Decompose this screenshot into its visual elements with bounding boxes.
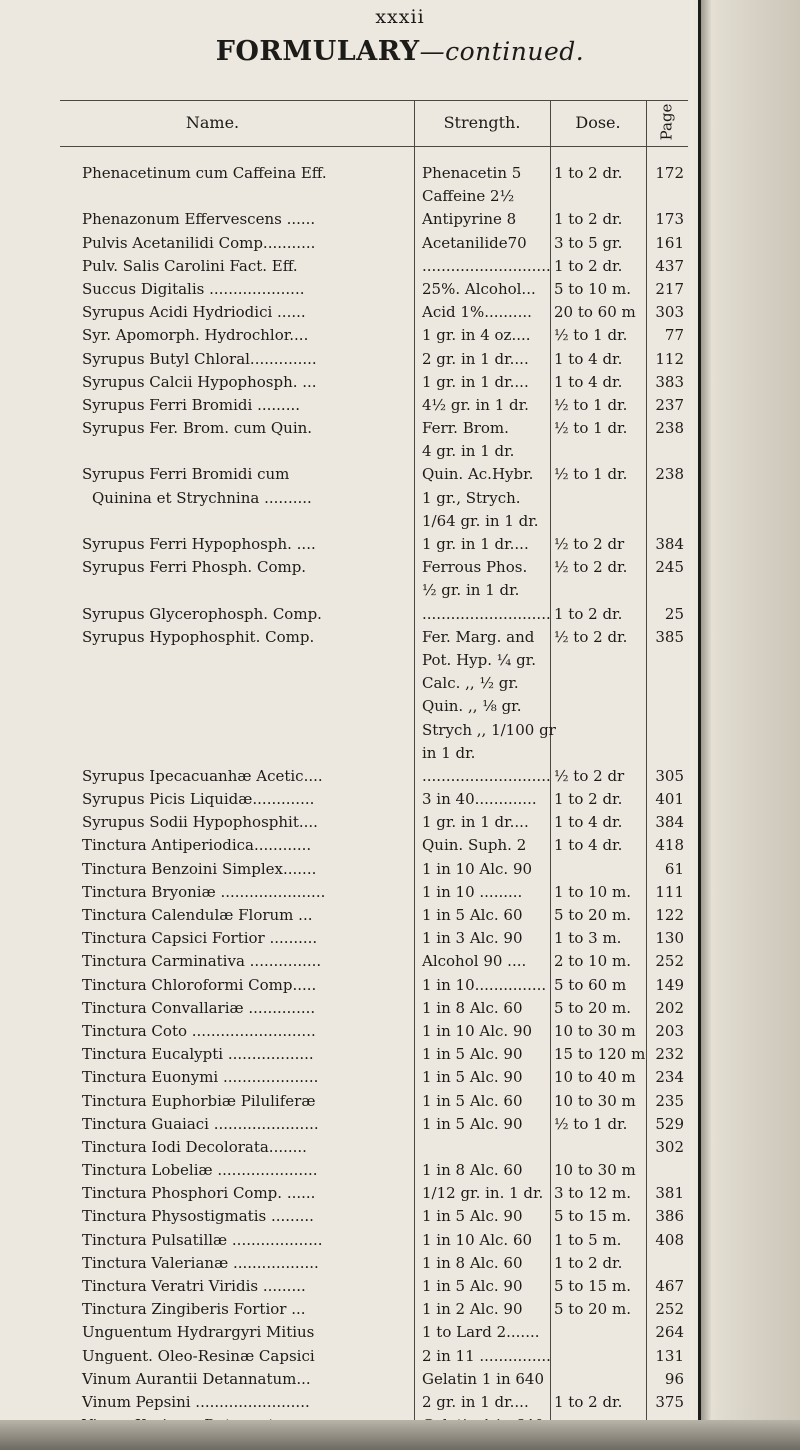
cell-page: 217	[655, 279, 684, 298]
cell-strength: 4 gr. in 1 dr.	[422, 442, 515, 461]
cell-dose: ½ to 2 dr.	[554, 558, 628, 577]
cell-strength: Fer. Marg. and	[422, 627, 535, 646]
cell-strength: in 1 dr.	[422, 743, 476, 762]
table-row	[0, 719, 800, 742]
cell-strength: 1 in 10...............	[422, 975, 547, 994]
cell-dose: 1 to 2 dr.	[554, 1392, 623, 1411]
cell-page: 386	[655, 1207, 684, 1226]
cell-dose: 1 to 4 dr.	[554, 349, 623, 368]
cell-page: 235	[655, 1091, 684, 1110]
table-row	[0, 1368, 800, 1391]
cell-page: 202	[655, 998, 684, 1017]
cell-name: Pulvis Acetanilidi Comp...........	[82, 233, 316, 252]
page-gutter-shadow	[701, 0, 711, 1420]
cell-strength: 1 in 5 Alc. 60	[422, 906, 523, 924]
cell-dose: 5 to 20 m.	[554, 998, 631, 1017]
table-row	[0, 556, 800, 579]
cell-page: 264	[655, 1323, 684, 1342]
cell-name: Tinctura Chloroformi Comp.....	[82, 975, 317, 994]
table-row	[0, 371, 800, 394]
cell-name: Syr. Apomorph. Hydrochlor....	[82, 326, 309, 345]
cell-page: 161	[655, 233, 684, 252]
cell-page: 381	[655, 1184, 684, 1203]
cell-strength: Quin. Ac.Hybr.	[422, 465, 534, 484]
cell-strength: 1 gr. in 1 dr....	[422, 372, 529, 391]
cell-name: Syrupus Ipecacuanhæ Acetic....	[82, 766, 323, 785]
cell-dose: 1 to 4 dr.	[554, 813, 623, 832]
table-row	[0, 1020, 800, 1043]
table-row	[0, 487, 800, 510]
cell-dose: ½ to 2 dr	[554, 535, 625, 553]
table-row	[0, 417, 800, 440]
table-row	[0, 348, 800, 371]
cell-page: 383	[655, 372, 684, 391]
cell-dose: ½ to 2 dr	[554, 766, 625, 785]
table-row	[0, 579, 800, 602]
table-row	[0, 603, 800, 626]
cell-page: 232	[655, 1045, 684, 1064]
cell-page: 385	[655, 627, 684, 646]
cell-strength: ...........................	[422, 604, 551, 623]
table-row	[0, 695, 800, 718]
cell-strength: 1/12 gr. in. 1 dr.	[422, 1184, 544, 1203]
table-row	[0, 927, 800, 950]
cell-dose: 10 to 40 m	[554, 1068, 636, 1087]
table-row	[0, 232, 800, 255]
cell-strength: 1 in 5 Alc. 90	[422, 1068, 523, 1087]
cell-dose: 5 to 15 m.	[554, 1277, 631, 1295]
cell-name: Tinctura Eucalypti ..................	[82, 1045, 314, 1064]
table-row	[0, 1090, 800, 1113]
table-row	[0, 1113, 800, 1136]
cell-name: Tinctura Phosphori Comp. ......	[82, 1184, 316, 1203]
cell-page: 203	[655, 1021, 684, 1040]
cell-page: 131	[655, 1346, 684, 1365]
cell-dose: 10 to 30 m	[554, 1091, 636, 1110]
cell-dose: 1 to 2 dr.	[554, 210, 623, 229]
cell-name: Syrupus Ferri Bromidi cum	[82, 465, 290, 484]
cell-page: 303	[655, 303, 684, 322]
cell-page: 384	[655, 535, 684, 553]
cell-page: 238	[655, 419, 684, 438]
cell-strength: Ferrous Phos.	[422, 558, 528, 577]
cell-strength: 2 in 11 ...............	[422, 1346, 551, 1365]
cell-strength: 1 in 5 Alc. 90	[422, 1045, 523, 1064]
table-row	[0, 1066, 800, 1089]
cell-dose: 15 to 120 m	[554, 1045, 646, 1064]
cell-page: 234	[655, 1068, 684, 1087]
cell-dose: ½ to 1 dr.	[554, 419, 628, 438]
table-row	[0, 1275, 800, 1298]
cell-name: Tinctura Euphorbiæ Piluliferæ	[82, 1091, 316, 1110]
cell-name: Tinctura Euonymi ....................	[82, 1068, 319, 1087]
cell-dose: 5 to 15 m.	[554, 1207, 631, 1226]
cell-strength: Ferr. Brom.	[422, 419, 509, 438]
formulary-table	[0, 162, 800, 1437]
cell-dose: 3 to 5 gr.	[554, 233, 623, 252]
cell-dose: ½ to 1 dr.	[554, 326, 628, 345]
cell-name: Tinctura Guaiaci ......................	[82, 1114, 319, 1133]
cell-name: Tinctura Veratri Viridis .........	[82, 1277, 306, 1295]
cell-name: Tinctura Calendulæ Florum ...	[82, 906, 313, 924]
column-header-page-label: Page	[657, 103, 675, 141]
table-row	[0, 440, 800, 463]
cell-page: 77	[664, 326, 684, 345]
page-title	[0, 36, 800, 67]
cell-strength: Pot. Hyp. ¼ gr.	[422, 650, 536, 669]
cell-name: Tinctura Pulsatillæ ...................	[82, 1230, 323, 1249]
cell-page: 437	[655, 256, 684, 275]
cell-page: 237	[655, 395, 684, 414]
cell-dose: 20 to 60 m	[554, 303, 636, 322]
table-row	[0, 672, 800, 695]
cell-name: Unguentum Hydrargyri Mitius	[82, 1323, 315, 1342]
cell-name: Succus Digitalis ....................	[82, 279, 305, 298]
cell-page: 375	[655, 1392, 684, 1411]
table-row	[0, 1043, 800, 1066]
cell-page: 173	[655, 210, 684, 229]
cell-dose: 1 to 2 dr.	[554, 256, 623, 275]
table-row	[0, 1321, 800, 1344]
table-row	[0, 394, 800, 417]
cell-strength: 4½ gr. in 1 dr.	[422, 395, 529, 414]
cell-strength: 1 in 5 Alc. 90	[422, 1277, 523, 1295]
cell-name: Pulv. Salis Carolini Fact. Eff.	[82, 256, 298, 275]
cell-strength: 1 in 8 Alc. 60	[422, 1161, 523, 1180]
table-row	[0, 811, 800, 834]
cell-name: Tinctura Coto ..........................	[82, 1021, 316, 1040]
table-row	[0, 742, 800, 765]
cell-strength: Phenacetin 5	[422, 164, 522, 182]
cell-name: Tinctura Bryoniæ ......................	[82, 882, 326, 901]
cell-page: 96	[664, 1369, 684, 1388]
cell-page: 529	[655, 1114, 684, 1133]
cell-page: 252	[655, 952, 684, 971]
cell-strength: 1 in 3 Alc. 90	[422, 929, 523, 948]
table-row	[0, 649, 800, 672]
cell-strength: Gelatin 1 in 640	[422, 1369, 545, 1388]
cell-page: 252	[655, 1300, 684, 1319]
table-row	[0, 974, 800, 997]
cell-name: Vinum Pepsini ........................	[82, 1392, 310, 1411]
table-row	[0, 1229, 800, 1252]
cell-page: 305	[655, 766, 684, 785]
cell-strength: 1 in 8 Alc. 60	[422, 998, 523, 1017]
cell-strength: 1 gr. in 1 dr....	[422, 535, 529, 553]
cell-name: Tinctura Physostigmatis .........	[82, 1207, 314, 1226]
cell-name: Tinctura Zingiberis Fortior ...	[82, 1300, 306, 1319]
table-row	[0, 1391, 800, 1414]
cell-page: 302	[655, 1137, 684, 1156]
table-row	[0, 162, 800, 185]
cell-dose: 1 to 3 m.	[554, 929, 622, 948]
cell-strength: 1 in 5 Alc. 90	[422, 1207, 523, 1226]
cell-page: 130	[655, 929, 684, 948]
cell-page: 61	[664, 859, 684, 878]
cell-page: 149	[655, 975, 684, 994]
title-continued: —continued.	[419, 37, 585, 66]
cell-strength: Acetanilide70	[422, 233, 527, 252]
cell-page: 112	[655, 349, 684, 368]
cell-strength: ½ gr. in 1 dr.	[422, 581, 520, 600]
cell-strength: Antipyrine 8	[422, 210, 517, 229]
cell-dose: ½ to 2 dr.	[554, 627, 628, 646]
table-row	[0, 1298, 800, 1321]
cell-strength: Quin. Suph. 2	[422, 836, 527, 855]
cell-strength: 1 gr. in 4 oz....	[422, 326, 531, 345]
cell-name: Unguent. Oleo-Resinæ Capsici	[82, 1346, 315, 1365]
table-row	[0, 185, 800, 208]
cell-name: Tinctura Antiperiodica............	[82, 836, 312, 855]
cell-strength: 3 in 40.............	[422, 790, 537, 809]
cell-strength: 1 in 5 Alc. 90	[422, 1114, 523, 1133]
cell-dose: 5 to 60 m	[554, 975, 627, 994]
table-row	[0, 324, 800, 347]
cell-name: Vinum Aurantii Detannatum...	[82, 1369, 311, 1388]
cell-dose: 1 to 5 m.	[554, 1230, 622, 1249]
table-row	[0, 858, 800, 881]
cell-strength: 25%. Alcohol...	[422, 279, 536, 298]
table-row	[0, 950, 800, 973]
cell-dose: 1 to 4 dr.	[554, 836, 623, 855]
column-header-strength: Strength.	[443, 112, 521, 132]
table-row	[0, 255, 800, 278]
cell-name: Syrupus Ferri Hypophosph. ....	[82, 535, 316, 553]
table-row	[0, 1345, 800, 1368]
table-row	[0, 208, 800, 231]
table-row	[0, 301, 800, 324]
cell-strength: 2 gr. in 1 dr....	[422, 349, 529, 368]
cell-strength: 1 in 5 Alc. 60	[422, 1091, 523, 1110]
cell-name: Tinctura Valerianæ ..................	[82, 1253, 319, 1272]
cell-name: Tinctura Carminativa ...............	[82, 952, 322, 971]
cell-page: 384	[655, 813, 684, 832]
cell-strength: 1 in 10 .........	[422, 882, 523, 901]
cell-dose: 3 to 12 m.	[554, 1184, 631, 1203]
table-row	[0, 626, 800, 649]
table-row	[0, 1252, 800, 1275]
cell-strength: 1 in 10 Alc. 90	[422, 1021, 533, 1040]
cell-page: 401	[655, 790, 684, 809]
cell-name: Syrupus Glycerophosph. Comp.	[82, 604, 322, 623]
cell-dose: 5 to 20 m.	[554, 1300, 631, 1319]
cell-dose: 1 to 4 dr.	[554, 372, 623, 391]
cell-name: Syrupus Sodii Hypophosphit....	[82, 813, 318, 832]
cell-page: 408	[655, 1230, 684, 1249]
cell-name: Syrupus Picis Liquidæ.............	[82, 790, 315, 809]
cell-dose: 1 to 2 dr.	[554, 164, 623, 182]
cell-name: Tinctura Convallariæ ..............	[82, 998, 316, 1017]
cell-strength: 1/64 gr. in 1 dr.	[422, 511, 539, 530]
cell-name: Syrupus Calcii Hypophosph. ...	[82, 372, 317, 391]
cell-name: Phenazonum Effervescens ......	[82, 210, 316, 229]
table-row	[0, 834, 800, 857]
table-row	[0, 463, 800, 486]
cell-dose: 5 to 20 m.	[554, 906, 631, 924]
table-row	[0, 904, 800, 927]
table-row	[0, 1182, 800, 1205]
table-row	[0, 533, 800, 556]
cell-dose: 5 to 10 m.	[554, 279, 631, 298]
page-number: xxxii	[375, 6, 425, 28]
cell-dose: ½ to 1 dr.	[554, 395, 628, 414]
cell-dose: 1 to 2 dr.	[554, 604, 623, 623]
cell-dose: 10 to 30 m	[554, 1021, 636, 1040]
cell-page: 245	[655, 558, 684, 577]
cell-page: 172	[655, 164, 684, 182]
page-bottom-edge	[0, 1420, 800, 1450]
page-gutter-line	[698, 0, 701, 1420]
cell-name: Syrupus Acidi Hydriodici ......	[82, 303, 306, 322]
cell-page: 122	[655, 906, 684, 924]
cell-strength: Alcohol 90 ....	[422, 952, 527, 971]
cell-strength: 1 in 10 Alc. 90	[422, 859, 533, 878]
cell-strength: 1 in 2 Alc. 90	[422, 1300, 523, 1319]
cell-name: Phenacetinum cum Caffeina Eff.	[82, 164, 327, 182]
cell-name: Tinctura Capsici Fortior ..........	[82, 929, 318, 948]
cell-strength: Strych ,, 1/100 gr	[422, 720, 556, 739]
cell-dose: ½ to 1 dr.	[554, 465, 628, 484]
header-bottom-rule	[60, 146, 688, 147]
table-row	[0, 788, 800, 811]
cell-name: Syrupus Butyl Chloral..............	[82, 349, 317, 368]
cell-dose: ½ to 1 dr.	[554, 1114, 628, 1133]
cell-strength: Quin. ,, ⅛ gr.	[422, 697, 522, 716]
column-header-name: Name.	[185, 112, 240, 132]
cell-name: Tinctura Lobeliæ .....................	[82, 1161, 318, 1180]
cell-page: 111	[655, 882, 684, 901]
cell-strength: Acid 1%..........	[422, 303, 532, 322]
cell-page: 238	[655, 465, 684, 484]
table-row	[0, 765, 800, 788]
table-row	[0, 1205, 800, 1228]
cell-strength: 2 gr. in 1 dr....	[422, 1392, 529, 1411]
cell-page: 418	[655, 836, 684, 855]
cell-name: Syrupus Hypophosphit. Comp.	[82, 627, 315, 646]
cell-strength: 1 in 10 Alc. 60	[422, 1230, 533, 1249]
cell-strength: ...........................	[422, 766, 551, 785]
column-header-page	[652, 100, 680, 144]
cell-strength: 1 in 8 Alc. 60	[422, 1253, 523, 1272]
cell-name: Quinina et Strychnina ..........	[92, 488, 312, 507]
table-row	[0, 997, 800, 1020]
cell-name: Syrupus Ferri Phosph. Comp.	[82, 558, 307, 577]
cell-strength: 1 gr., Strych.	[422, 488, 521, 507]
cell-dose: 1 to 2 dr.	[554, 1253, 623, 1272]
title-main: FORMULARY	[215, 36, 420, 67]
cell-name: Syrupus Fer. Brom. cum Quin.	[82, 419, 313, 438]
table-row	[0, 1159, 800, 1182]
cell-strength: Caffeine 2½	[422, 187, 515, 206]
cell-name: Syrupus Ferri Bromidi .........	[82, 395, 301, 414]
cell-name: Tinctura Benzoini Simplex.......	[82, 859, 317, 878]
cell-dose: 10 to 30 m	[554, 1161, 636, 1180]
cell-page: 467	[655, 1277, 684, 1295]
cell-strength: Calc. ,, ½ gr.	[422, 674, 519, 693]
table-row	[0, 1136, 800, 1159]
table-row	[0, 510, 800, 533]
cell-page: 25	[664, 604, 684, 623]
cell-dose: 1 to 10 m.	[554, 882, 631, 901]
column-header-dose: Dose.	[575, 112, 621, 132]
cell-strength: ...........................	[422, 256, 551, 275]
cell-dose: 1 to 2 dr.	[554, 790, 623, 809]
cell-strength: 1 gr. in 1 dr....	[422, 813, 529, 832]
cell-strength: 1 to Lard 2.......	[422, 1323, 540, 1342]
table-row	[0, 278, 800, 301]
cell-dose: 2 to 10 m.	[554, 952, 631, 971]
table-row	[0, 881, 800, 904]
cell-name: Tinctura Iodi Decolorata........	[82, 1137, 307, 1156]
